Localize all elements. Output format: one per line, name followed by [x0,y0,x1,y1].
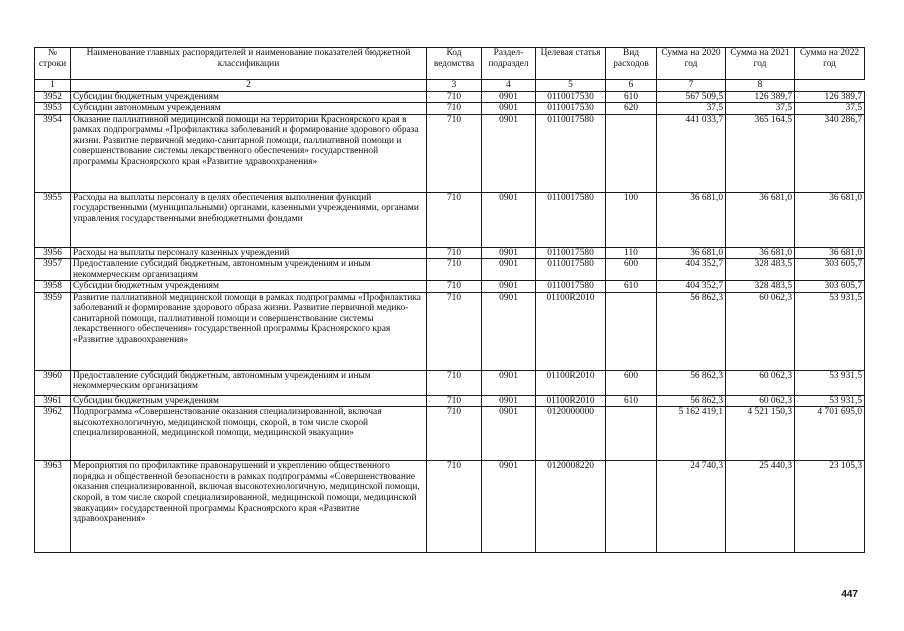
table-row [35,370,865,395]
row-sum-2020: 24 740,3 [657,461,726,553]
table-row [35,461,865,553]
row-section: 0901 [482,395,536,407]
row-section: 0901 [482,192,536,247]
row-expense-type: 100 [606,192,657,247]
row-department-code: 710 [427,103,482,115]
row-name: Расходы на выплаты персоналу казенных учреждений [71,247,427,259]
column-number: 5 [536,80,606,92]
row-department-code: 710 [427,281,482,293]
row-department-code: 710 [427,192,482,247]
row-target-article: 0110017530 [536,91,606,103]
row-sum-2021: 4 521 150,3 [726,407,795,461]
column-number: 4 [482,80,536,92]
row-expense-type: 610 [606,91,657,103]
row-sum-2022: 4 701 695,0 [795,407,865,461]
row-name: Расходы на выплаты персоналу в целях обеспечения выполнения функций государственными (муниципальными) органами, казенными учреждениями, органами управления государственными внебюджетными фондами [71,192,427,247]
row-name: Мероприятия по профилактике правонарушений и укреплению общественного порядка и общественной безопасности в рамках подпрограммы «Совершенствование оказания специализированной, включая высокотехнологичную, медицинской помощи, скорой, в том числе скорой специализированной, медицинской помощи, медицинской эвакуации» государственной программы Красноярского края «Развитие здравоохранения» [71,461,427,553]
row-sum-2021: 126 389,7 [726,91,795,103]
table-row [35,114,865,192]
row-sum-2020: 56 862,3 [657,370,726,395]
row-expense-type: 610 [606,281,657,293]
row-target-article: 01100R2010 [536,292,606,370]
row-number: 3962 [35,407,71,461]
row-sum-2021: 60 062,3 [726,292,795,370]
header-expense-type: Вид расходов [606,48,657,80]
row-section: 0901 [482,370,536,395]
row-number: 3959 [35,292,71,370]
header-sum-2020: Сумма на 2020 год [657,48,726,80]
header-target-article: Целевая статья [536,48,606,80]
row-target-article: 0110017580 [536,114,606,192]
row-name: Субсидии бюджетным учреждениям [71,281,427,293]
row-sum-2022: 303 605,7 [795,259,865,281]
row-number: 3953 [35,103,71,115]
table-row [35,91,865,103]
column-number: 7 [657,80,726,92]
row-sum-2020: 404 352,7 [657,281,726,293]
row-department-code: 710 [427,247,482,259]
column-number: 2 [71,80,427,92]
row-sum-2022: 126 389,7 [795,91,865,103]
row-name: Развитие паллиативной медицинской помощи в рамках подпрограммы «Профилактика заболеваний и формирование здорового образа жизни. Развитие первичной медико-санитарной помощи, паллиативной помощи и совершенствование системы лекарственного обеспечения» государственной программы Красноярского края «Развитие здравоохранения» [71,292,427,370]
row-expense-type [606,461,657,553]
budget-page [34,47,864,553]
row-sum-2022: 37,5 [795,103,865,115]
row-sum-2021: 60 062,3 [726,370,795,395]
row-sum-2020: 441 033,7 [657,114,726,192]
row-section: 0901 [482,407,536,461]
row-sum-2022: 23 105,3 [795,461,865,553]
row-number: 3955 [35,192,71,247]
header-department-code: Код ведомства [427,48,482,80]
row-target-article: 0110017580 [536,192,606,247]
row-department-code: 710 [427,461,482,553]
row-section: 0901 [482,461,536,553]
header-row [35,48,865,80]
table-row [35,192,865,247]
row-expense-type: 600 [606,370,657,395]
row-sum-2022: 53 931,5 [795,370,865,395]
row-expense-type [606,407,657,461]
row-target-article: 01100R2010 [536,370,606,395]
row-department-code: 710 [427,91,482,103]
table-row [35,395,865,407]
row-sum-2020: 404 352,7 [657,259,726,281]
header-section: Раздел-подраздел [482,48,536,80]
row-section: 0901 [482,91,536,103]
row-expense-type: 600 [606,259,657,281]
row-number: 3956 [35,247,71,259]
row-section: 0901 [482,247,536,259]
row-sum-2022: 340 286,7 [795,114,865,192]
row-sum-2020: 36 681,0 [657,192,726,247]
row-target-article: 0120000000 [536,407,606,461]
row-section: 0901 [482,281,536,293]
row-target-article: 0120008220 [536,461,606,553]
row-sum-2021: 60 062,3 [726,395,795,407]
row-section: 0901 [482,103,536,115]
row-section: 0901 [482,292,536,370]
row-target-article: 0110017580 [536,281,606,293]
row-name: Оказание паллиативной медицинской помощи на территории Красноярского края в рамках подпрограммы «Профилактика заболеваний и формирование здорового образа жизни. Развитие первичной медико-санитарной помощи, паллиативной помощи и совершенствование системы лекарственного обеспечения» государственной программы Красноярского края «Развитие здравоохранения» [71,114,427,192]
row-sum-2020: 5 162 419,1 [657,407,726,461]
column-number: 8 [726,80,795,92]
row-sum-2021: 328 483,5 [726,259,795,281]
row-expense-type [606,292,657,370]
row-number: 3952 [35,91,71,103]
row-sum-2020: 56 862,3 [657,292,726,370]
header-sum-2022: Сумма на 2022 год [795,48,865,80]
row-department-code: 710 [427,407,482,461]
row-department-code: 710 [427,395,482,407]
row-number: 3958 [35,281,71,293]
table-row [35,259,865,281]
row-target-article: 0110017580 [536,247,606,259]
row-number: 3957 [35,259,71,281]
row-target-article: 0110017530 [536,103,606,115]
row-name: Субсидии бюджетным учреждениям [71,395,427,407]
row-name: Предоставление субсидий бюджетным, автономным учреждениям и иным некоммерческим организациям [71,259,427,281]
table-row [35,292,865,370]
row-sum-2020: 56 862,3 [657,395,726,407]
row-sum-2021: 36 681,0 [726,247,795,259]
row-sum-2022: 53 931,5 [795,292,865,370]
row-sum-2020: 567 509,5 [657,91,726,103]
header-name: Наименование главных распорядителей и наименование показателей бюджетной классификации [71,48,427,80]
row-number: 3961 [35,395,71,407]
row-sum-2022: 53 931,5 [795,395,865,407]
row-sum-2022: 36 681,0 [795,247,865,259]
row-sum-2021: 25 440,3 [726,461,795,553]
table-row [35,407,865,461]
row-section: 0901 [482,114,536,192]
row-section: 0901 [482,259,536,281]
row-sum-2021: 37,5 [726,103,795,115]
row-expense-type [606,114,657,192]
row-target-article: 0110017580 [536,259,606,281]
row-name: Подпрограмма «Совершенствование оказания специализированной, включая высокотехнологичную, медицинской помощи, скорой, в том числе скорой специализированной, медицинской помощи, медицинской эвакуации» [71,407,427,461]
row-department-code: 710 [427,259,482,281]
page-number: 447 [841,589,858,600]
row-sum-2021: 365 164,5 [726,114,795,192]
table-row [35,247,865,259]
row-department-code: 710 [427,114,482,192]
table-row [35,103,865,115]
row-target-article: 01100R2010 [536,395,606,407]
row-department-code: 710 [427,370,482,395]
row-number: 3963 [35,461,71,553]
row-sum-2020: 37,5 [657,103,726,115]
row-expense-type: 610 [606,395,657,407]
row-sum-2021: 328 483,5 [726,281,795,293]
row-sum-2022: 36 681,0 [795,192,865,247]
row-sum-2021: 36 681,0 [726,192,795,247]
row-number: 3960 [35,370,71,395]
header-sum-2021: Сумма на 2021 год [726,48,795,80]
row-department-code: 710 [427,292,482,370]
column-number-row [35,80,865,92]
column-number: 3 [427,80,482,92]
row-sum-2022: 303 605,7 [795,281,865,293]
row-expense-type: 110 [606,247,657,259]
row-name: Предоставление субсидий бюджетным, автономным учреждениям и иным некоммерческим организациям [71,370,427,395]
row-name: Субсидии бюджетным учреждениям [71,91,427,103]
row-sum-2020: 36 681,0 [657,247,726,259]
row-number: 3954 [35,114,71,192]
column-number: 1 [35,80,71,92]
table-row [35,281,865,293]
column-number: 6 [606,80,657,92]
header-row-number: № строки [35,48,71,80]
row-name: Субсидии автономным учреждениям [71,103,427,115]
row-expense-type: 620 [606,103,657,115]
budget-table [34,47,865,553]
